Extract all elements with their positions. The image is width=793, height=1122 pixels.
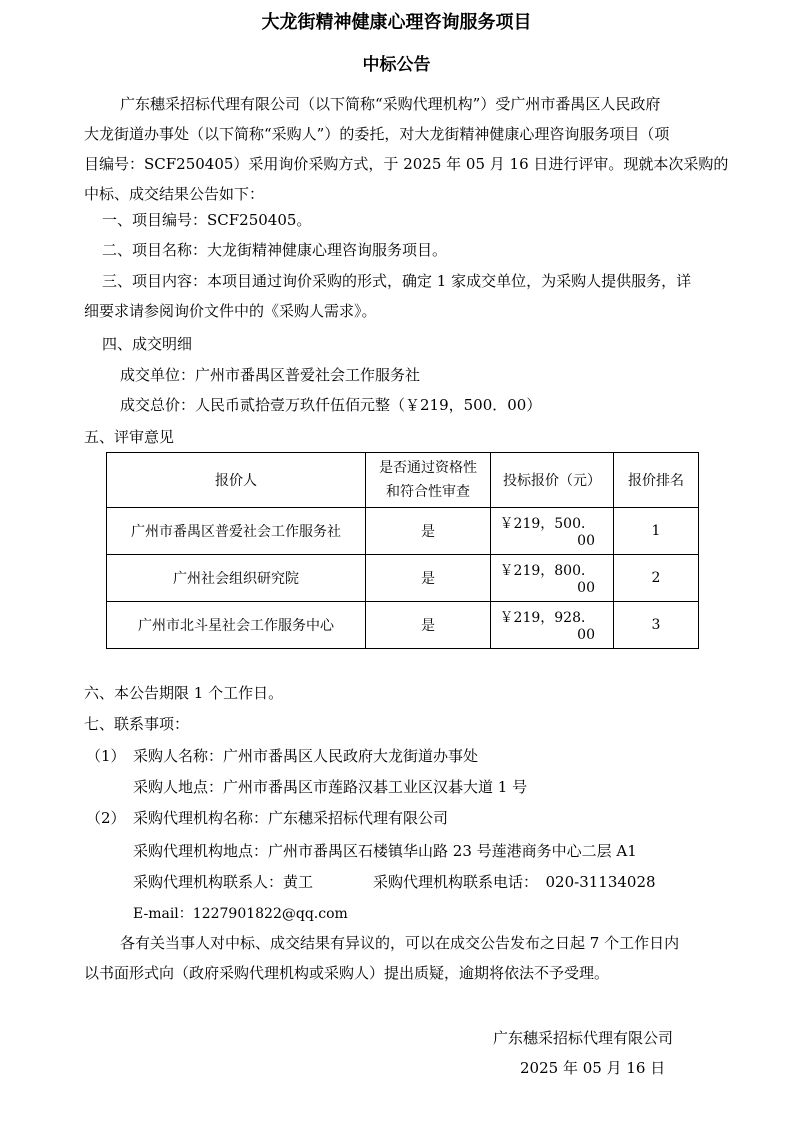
cell-bidder: 广州社会组织研究院 (107, 555, 366, 602)
intro-line-2: 大龙街道办事处（以下简称“采购人”）的委托，对大龙街精神健康心理咨询服务项目（项 (84, 125, 670, 143)
contact-2-number: （2） (86, 809, 126, 827)
contact-1-number: （1） (86, 747, 126, 765)
header-rank: 报价排名 (614, 453, 699, 508)
header-bid-price: 投标报价（元） (491, 453, 614, 508)
header-qualification-line1: 是否通过资格性 (379, 460, 477, 476)
cell-qualified: 是 (366, 602, 491, 649)
cell-bidder: 广州市番禺区普爱社会工作服务社 (107, 508, 366, 555)
bid-table (106, 452, 699, 649)
item-project-content-2: 细要求请参阅询价文件中的《采购人需求》。 (84, 302, 377, 320)
cell-qualified: 是 (366, 555, 491, 602)
table-row (107, 555, 699, 602)
objection-line-2: 以书面形式向（政府采购代理机构或采购人）提出质疑，逾期将依法不予受理。 (84, 964, 610, 982)
intro-line-4: 中标、成交结果公告如下： (84, 185, 265, 203)
cell-price: ￥219，500．00 (491, 508, 614, 555)
item-review-opinion: 五、评审意见 (84, 428, 175, 446)
header-bidder: 报价人 (107, 453, 366, 508)
cell-rank: 3 (614, 602, 699, 649)
header-qualification-line2: 和符合性审查 (386, 484, 470, 500)
table-row (107, 508, 699, 555)
cell-bidder: 广州市北斗星社会工作服务中心 (107, 602, 366, 649)
signature-company: 广东穗采招标代理有限公司 (493, 1029, 674, 1047)
intro-line-1: 广东穗采招标代理有限公司（以下简称“采购代理机构”）受广州市番禺区人民政府 (120, 95, 661, 113)
cell-rank: 2 (614, 555, 699, 602)
item-notice-period: 六、本公告期限 1 个工作日。 (84, 684, 284, 702)
item-project-name: 二、项目名称：大龙街精神健康心理咨询服务项目。 (102, 241, 448, 259)
header-qualification (366, 453, 491, 508)
item-contact: 七、联系事项： (84, 715, 190, 733)
document-title: 大龙街精神健康心理咨询服务项目 (261, 12, 532, 33)
contact-agency-phone: 采购代理机构联系电话： 020-31134028 (373, 873, 656, 891)
cell-rank: 1 (614, 508, 699, 555)
contact-agency-person: 采购代理机构联系人：黄工 (133, 873, 314, 891)
cell-price: ￥219，928．00 (491, 602, 614, 649)
cell-price: ￥219，800．00 (491, 555, 614, 602)
intro-line-3: 目编号：SCF250405）采用询价采购方式，于 2025 年 05 月 16 日进行评审。现就本次采购的 (84, 155, 729, 173)
contact-purchaser-address: 采购人地点：广州市番禺区市莲路汉碁工业区汉碁大道 1 号 (133, 778, 528, 796)
cell-qualified: 是 (366, 508, 491, 555)
contact-agency-address: 采购代理机构地点：广州市番禺区石楼镇华山路 23 号莲港商务中心二层 A1 (133, 842, 637, 860)
table-row (107, 602, 699, 649)
item-project-content-1: 三、项目内容：本项目通过询价采购的形式，确定 1 家成交单位，为采购人提供服务，详 (102, 272, 692, 290)
contact-agency-name: 采购代理机构名称：广东穗采招标代理有限公司 (133, 809, 449, 827)
item-deal-details: 四、成交明细 (102, 335, 193, 353)
document-subtitle: 中标公告 (362, 55, 431, 75)
item-project-number: 一、项目编号：SCF250405。 (102, 211, 312, 229)
table-header-row (107, 453, 699, 508)
winner-unit: 成交单位：广州市番禺区普爱社会工作服务社 (120, 366, 421, 384)
total-price: 成交总价：人民币贰拾壹万玖仟伍佰元整（￥219，500．00） (120, 396, 542, 414)
contact-purchaser-name: 采购人名称：广州市番禺区人民政府大龙街道办事处 (133, 747, 479, 765)
objection-line-1: 各有关当事人对中标、成交结果有异议的，可以在成交公告发布之日起 7 个工作日内 (120, 934, 680, 952)
signature-date: 2025 年 05 月 16 日 (520, 1059, 666, 1077)
contact-agency-email: E-mail：1227901822@qq.com (133, 906, 348, 922)
